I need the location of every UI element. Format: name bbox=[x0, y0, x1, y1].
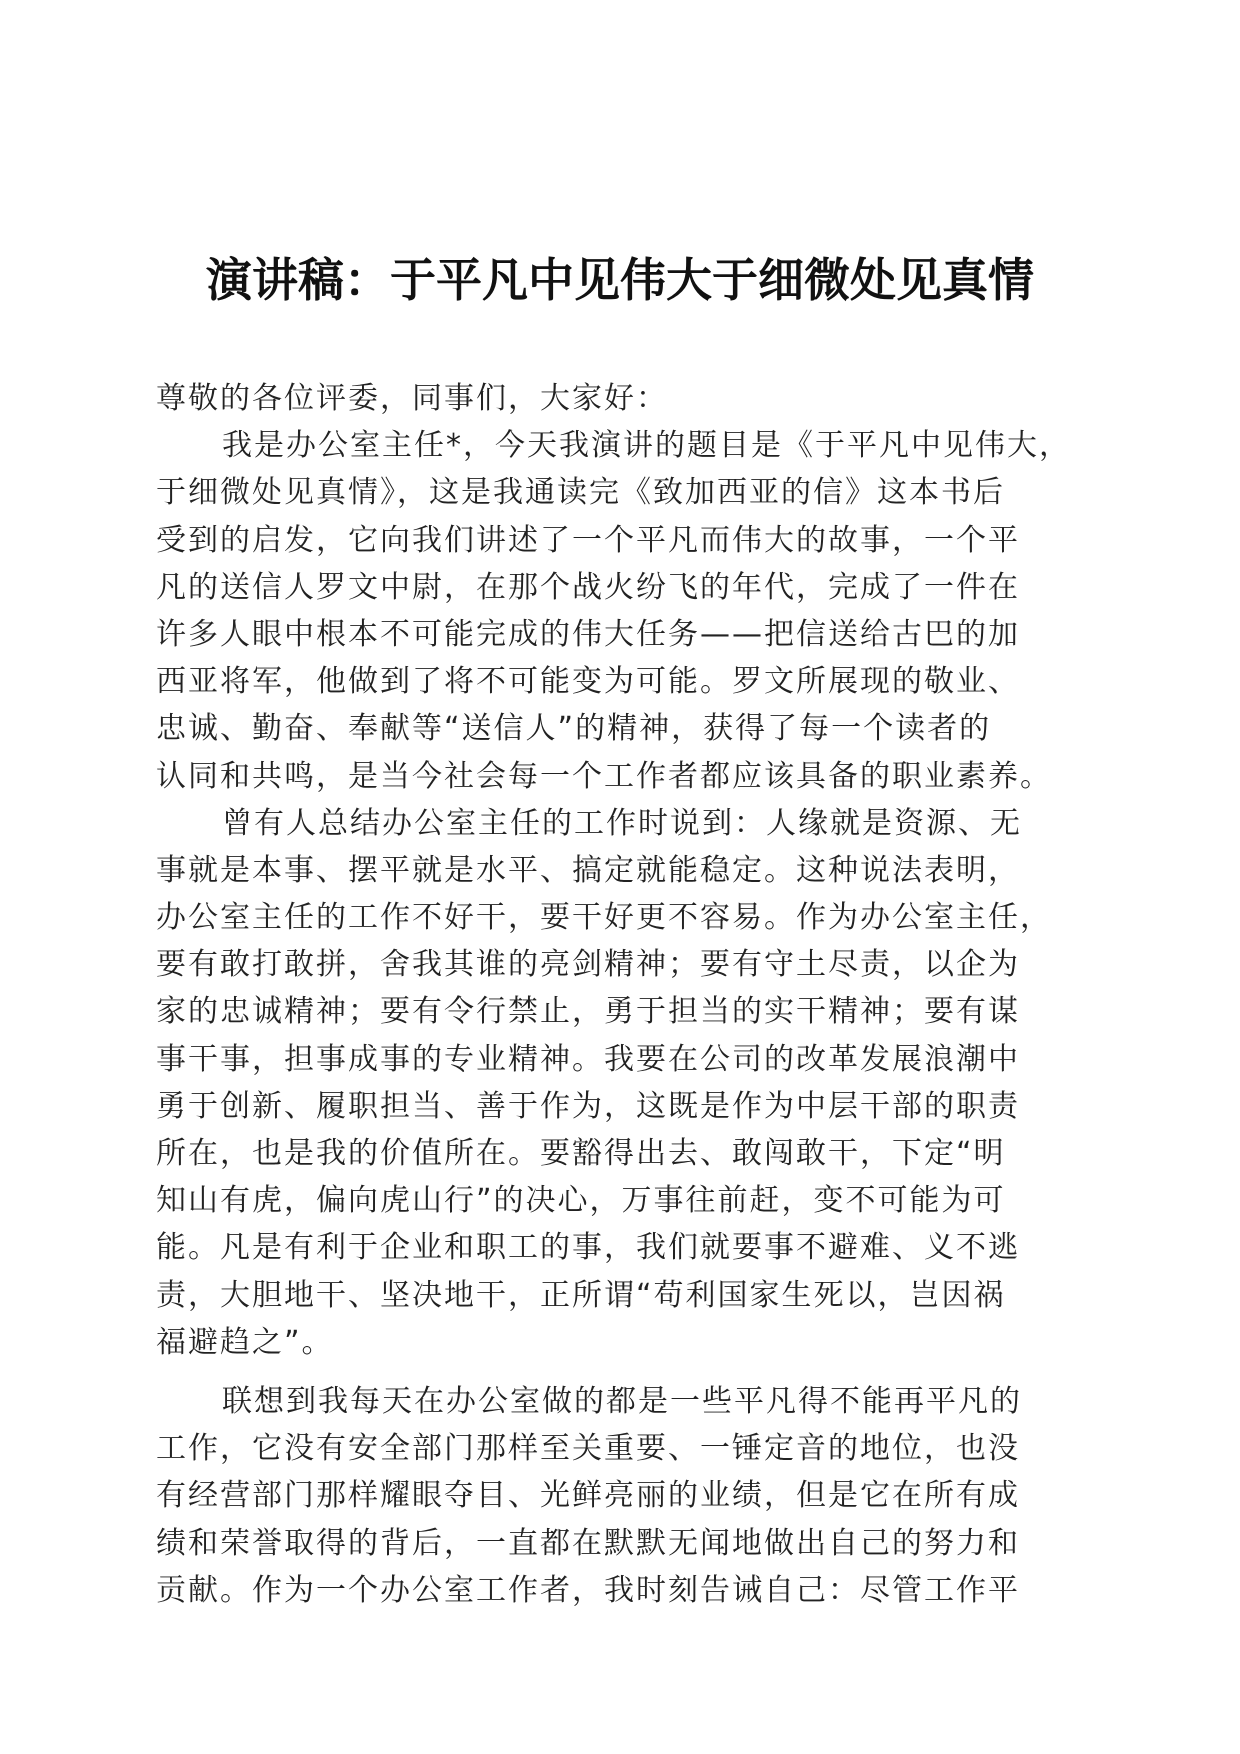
text-line: 忠诚、勤奋、奉献等“送信人”的精神，获得了每一个读者的 bbox=[156, 711, 992, 747]
text-line: 事就是本事、摆平就是水平、搞定就能稳定。这种说法表明， bbox=[156, 852, 1020, 888]
text-line: 办公室主任的工作不好干，要干好更不容易。作为办公室主任， bbox=[156, 900, 1052, 936]
text-line: 责，大胆地干、坚决地干，正所谓“苟利国家生死以，岂因祸 bbox=[156, 1277, 1006, 1313]
text-line: 有经营部门那样耀眼夺目、光鲜亮丽的业绩，但是它在所有成 bbox=[156, 1478, 1020, 1514]
text-line: 受到的启发，它向我们讲述了一个平凡而伟大的故事，一个平 bbox=[156, 522, 1020, 558]
text-line: 事干事，担事成事的专业精神。我要在公司的改革发展浪潮中 bbox=[156, 1041, 1020, 1077]
text-line: 绩和荣誉取得的背后，一直都在默默无闻地做出自己的努力和 bbox=[156, 1525, 1020, 1561]
text-line: 曾有人总结办公室主任的工作时说到：人缘就是资源、无 bbox=[222, 805, 1022, 841]
document-body bbox=[156, 375, 1076, 1614]
text-line: 勇于创新、履职担当、善于作为，这既是作为中层干部的职责 bbox=[156, 1088, 1020, 1124]
text-line: 认同和共鸣，是当今社会每一个工作者都应该具备的职业素养。 bbox=[156, 758, 1052, 794]
text-line: 家的忠诚精神；要有令行禁止，勇于担当的实干精神；要有谋 bbox=[156, 994, 1020, 1030]
text-line: 许多人眼中根本不可能完成的伟大任务——把信送给古巴的加 bbox=[156, 616, 1020, 652]
text-line: 工作，它没有安全部门那样至关重要、一锤定音的地位，也没 bbox=[156, 1431, 1020, 1467]
text-line: 贡献。作为一个办公室工作者，我时刻告诫自己：尽管工作平 bbox=[156, 1572, 1020, 1608]
text-line: 我是办公室主任*，今天我演讲的题目是《于平凡中见伟大， bbox=[222, 428, 1071, 464]
text-line: 福避趋之”。 bbox=[156, 1324, 334, 1360]
text-line: 能。凡是有利于企业和职工的事，我们就要事不避难、义不逃 bbox=[156, 1230, 1020, 1266]
text-line: 凡的送信人罗文中尉，在那个战火纷飞的年代，完成了一件在 bbox=[156, 569, 1020, 605]
text-line: 于细微处见真情》，这是我通读完《致加西亚的信》这本书后 bbox=[156, 475, 1005, 511]
text-line: 西亚将军，他做到了将不可能变为可能。罗文所展现的敬业、 bbox=[156, 664, 1020, 700]
text-line: 知山有虎，偏向虎山行”的决心，万事往前赶，变不可能为可 bbox=[156, 1183, 1006, 1219]
text-line: 所在，也是我的价值所在。要豁得出去、敢闯敢干，下定“明 bbox=[156, 1136, 1006, 1171]
text-line: 尊敬的各位评委，同事们，大家好： bbox=[156, 381, 668, 416]
document-title: 演讲稿：于平凡中见伟大于细微处见真情 bbox=[206, 253, 1034, 307]
paragraph-gap bbox=[156, 1366, 1076, 1378]
text-line: 联想到我每天在办公室做的都是一些平凡得不能再平凡的 bbox=[222, 1383, 1022, 1419]
text-line: 要有敢打敢拼，舍我其谁的亮剑精神；要有守土尽责，以企为 bbox=[156, 947, 1020, 983]
